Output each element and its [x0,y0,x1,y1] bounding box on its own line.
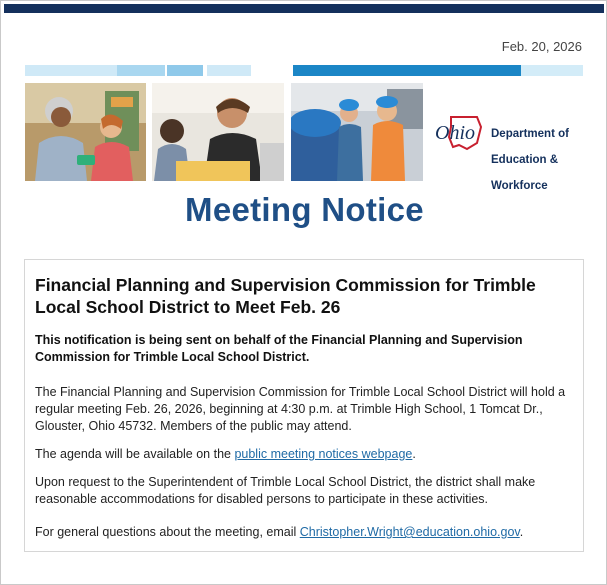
notice-date: Feb. 20, 2026 [501,39,582,54]
public-meeting-notices-link[interactable]: public meeting notices webpage [234,447,413,461]
decorative-banner [25,65,583,76]
agency-logo [433,109,583,192]
logo-line-2: Education & [491,154,559,166]
accommodations-paragraph: Upon request to the Superintendent of Trimble Local School District, the district shall make reasonable accommodations for disabled persons to participate in these activities. [35,475,536,506]
page-heading: Meeting Notice [185,191,424,228]
logo-line-1: Department of [491,128,569,140]
photo-student-writing [152,83,284,181]
svg-text:Ohio: Ohio [435,122,475,144]
meeting-details-paragraph: The Financial Planning and Supervision Commission for Trimble Local School District will hold a regular meeting Feb. 26, 2026, beginning at 4:30 p.m. at Trimble High School, 1 Tomcat Dr., Glouster, Ohio 45732. Members of the public may attend. [35,385,566,433]
notice-title: Financial Planning and Supervision Commission for Trimble Local School District to Meet Feb. 26 [35,275,536,317]
photo-workers-hard-hats [291,83,423,181]
notice-subtitle: This notification is being sent on behalf of the Financial Planning and Supervision Commission for Trimble Local School District. [35,333,523,364]
contact-email-link[interactable]: Christopher.Wright@education.ohio.gov [299,525,520,539]
notice-card [24,259,584,552]
logo-line-3: Workforce [491,180,548,192]
contact-paragraph: For general questions about the meeting, email Christopher.Wright@education.ohio.gov. [35,525,524,539]
photo-grandmother-child [25,83,146,181]
top-accent-bar [4,4,604,13]
agenda-paragraph: The agenda will be available on the public meeting notices webpage. [35,447,416,461]
ohio-logo-icon [433,113,485,151]
